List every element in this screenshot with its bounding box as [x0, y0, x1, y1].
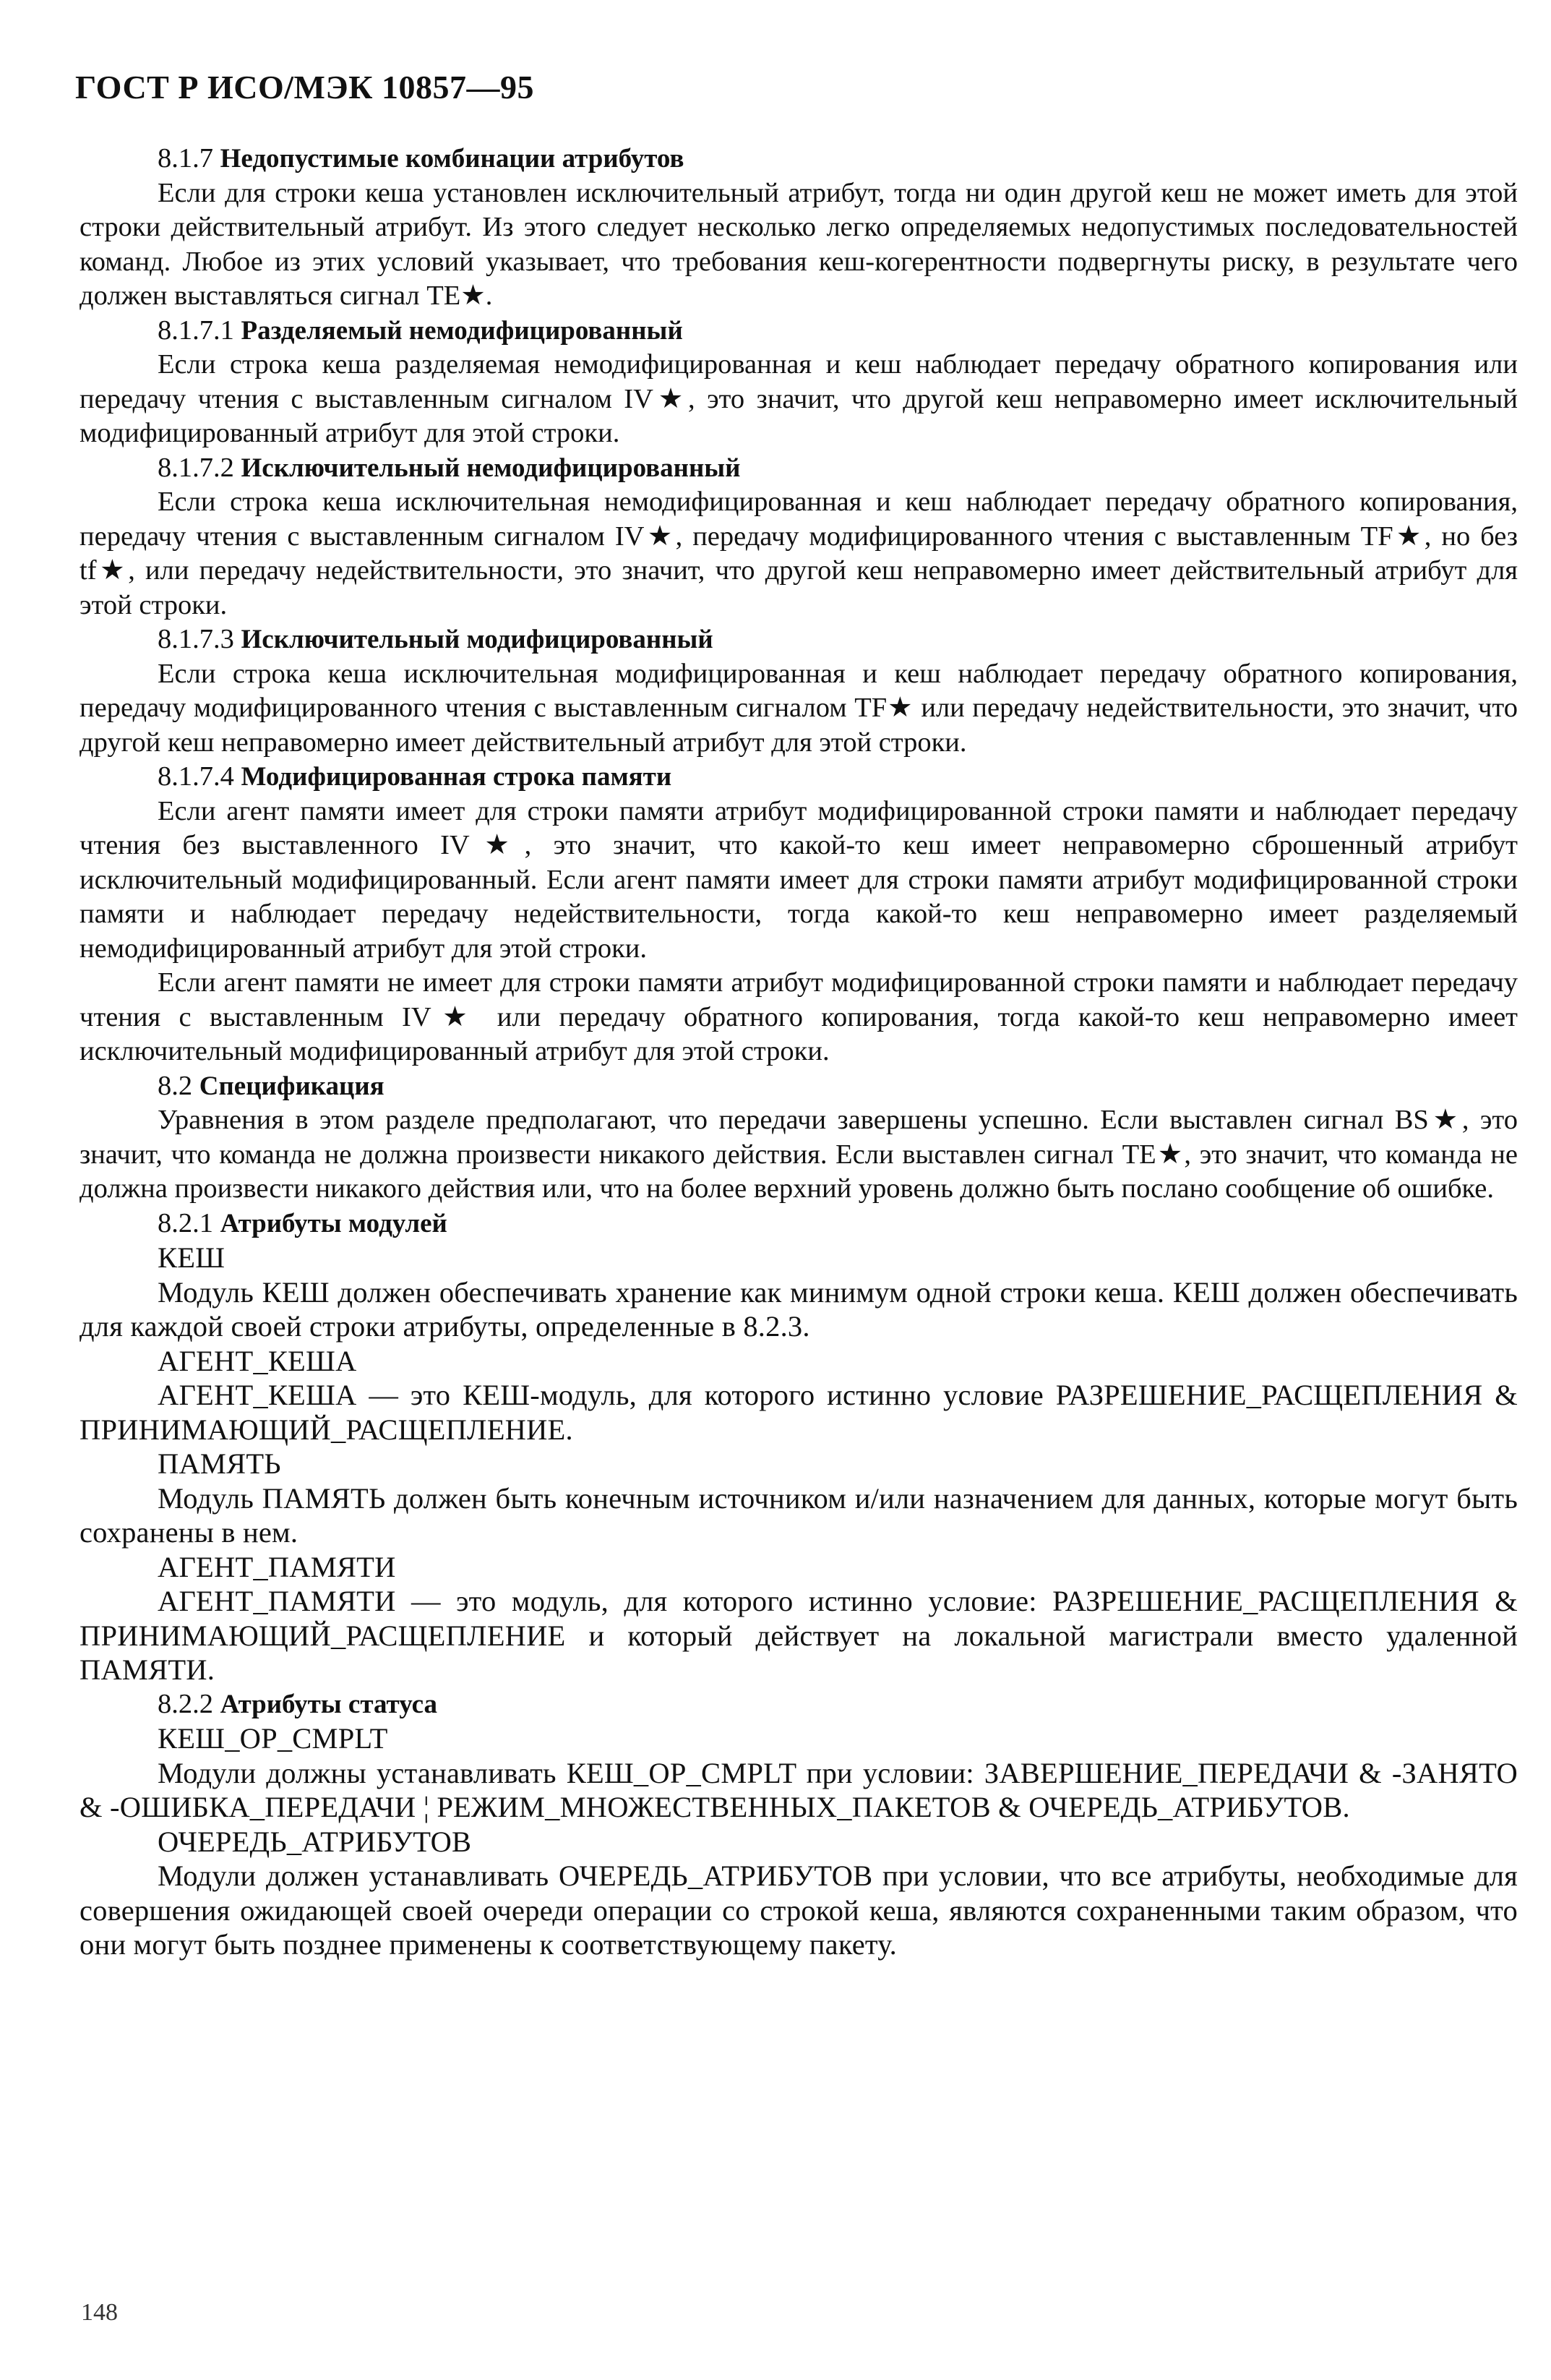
paragraph: Если для строки кеша установлен исключительный атрибут, тогда ни один другой кеш не может иметь для этой строки действительный атрибут. Из этого следует несколько легко определяемых недопустимых последовательностей команд. Любое из этих условий указывает, что требования кеш-когерентности подвергнуты риску, в результате чего должен выставляться сигнал TE★. [80, 177, 1518, 311]
paragraph: Если агент памяти имеет для строки памяти атрибут модифицированной строки памяти и наблюдает передачу чтения без выставленного IV★, это значит, что какой-то кеш имеет неправомерно сброшенный атрибут исключительный модифицированный. Если агент памяти имеет для строки памяти атрибут модифицированной строки памяти и наблюдает передачу недействительности, тогда какой-то кеш неправомерно имеет разделяемый немодифицированный атрибут для этой строки. [80, 795, 1518, 964]
section-heading [80, 314, 1518, 348]
term-heading: ОЧЕРЕДЬ_АТРИБУТОВ [158, 1825, 472, 1858]
term-definition: Модули должен устанавливать ОЧЕРЕДЬ_АТРИБУТОВ при условии, что все атрибуты, необходимые для совершения ожидающей своей очереди операции со строкой кеша, являются сохраненными таким образом, что они могут быть позднее применены к соответствующему пакету. [80, 1859, 1518, 1961]
term-definition: Модуль ПАМЯТЬ должен быть конечным источником и/или назначением для данных, которые могут быть сохранены в нем. [80, 1481, 1518, 1549]
paragraph: Если строка кеша исключительная модифицированная и кеш наблюдает передачу обратного копирования, передачу модифицированного чтения с выставленным сигналом TF★ или передачу недействительности, это значит, что другой кеш неправомерно имеет действительный атрибут для этой строки. [80, 658, 1518, 758]
term-heading: ПАМЯТЬ [158, 1447, 281, 1480]
paragraph: Если строка кеша разделяемая немодифицированная и кеш наблюдает передачу обратного копирования или передачу чтения с выставленным сигналом IV★, это значит, что другой кеш неправомерно имеет исключительный модифицированный атрибут для этой строки. [80, 349, 1518, 448]
term-definition: Модули должны устанавливать КЕШ_OP_CMPLT при условии: ЗАВЕРШЕНИЕ_ПЕРЕДАЧИ & -ЗАНЯТО & -ОШИБКА_ПЕРЕДАЧИ ¦ РЕЖИМ_МНОЖЕСТВЕННЫХ_ПАКЕТОВ & ОЧЕРЕДЬ_АТРИБУТОВ. [80, 1756, 1518, 1823]
term-heading: АГЕНТ_ПАМЯТИ [158, 1550, 396, 1583]
term-heading: КЕШ_OP_CMPLT [158, 1722, 388, 1755]
section-heading [80, 451, 1518, 486]
section-number: 8.1.7 [158, 143, 213, 174]
section-number: 8.1.7.2 [158, 452, 234, 483]
section-number: 8.2.2 [158, 1688, 213, 1719]
section-number: 8.2.1 [158, 1207, 213, 1238]
section-heading [80, 622, 1518, 657]
section-title: Исключительный немодифицированный [241, 453, 741, 483]
section-heading [80, 760, 1518, 795]
section-heading [80, 1069, 1518, 1104]
section-title: Недопустимые комбинации атрибутов [220, 144, 684, 174]
page-header: ГОСТ Р ИСО/МЭК 10857—95 [75, 69, 534, 106]
section-number: 8.1.7.4 [158, 761, 234, 792]
section-number: 8.2 [158, 1070, 193, 1101]
section-title: Исключительный модифицированный [241, 625, 713, 654]
section-heading [80, 1207, 1518, 1241]
section-heading [80, 1687, 1518, 1722]
term-heading: АГЕНТ_КЕША [158, 1344, 357, 1377]
section-number: 8.1.7.3 [158, 624, 234, 654]
section-heading [80, 142, 1518, 176]
section-number: 8.1.7.1 [158, 314, 234, 346]
term-definition: АГЕНТ_КЕША — это КЕШ-модуль, для которого истинно условие РАЗРЕШЕНИЕ_РАСЩЕПЛЕНИЯ & ПРИНИМАЮЩИЙ_РАСЩЕПЛЕНИЕ. [80, 1379, 1518, 1446]
page-number: 148 [81, 2299, 118, 2326]
term-definition: АГЕНТ_ПАМЯТИ — это модуль, для которого истинно условие: РАЗРЕШЕНИЕ_РАСЩЕПЛЕНИЯ & ПРИНИМАЮЩИЙ_РАСЩЕПЛЕНИЕ и который действует на локальной магистрали вместо удаленной ПАМЯТИ. [80, 1585, 1518, 1686]
section-title: Спецификация [199, 1071, 384, 1101]
section-title: Разделяемый немодифицированный [241, 315, 683, 346]
paragraph: Если строка кеша исключительная немодифицированная и кеш наблюдает передачу обратного копирования, передачу чтения с выставленным сигналом IV★, передачу модифицированного чтения с выставленным TF★, но без tf★, или передачу недействительности, это значит, что другой кеш неправомерно имеет действительный атрибут для этой строки. [80, 487, 1518, 620]
section-title: Атрибуты модулей [220, 1208, 447, 1238]
term-heading: КЕШ [158, 1241, 225, 1274]
section-title: Модифицированная строка памяти [241, 762, 672, 792]
paragraph: Если агент памяти не имеет для строки памяти атрибут модифицированной строки памяти и наблюдает передачу чтения с выставленным IV★ или передачу обратного копирования, тогда какой-то кеш неправомерно имеет исключительный модифицированный атрибут для этой строки. [80, 967, 1518, 1066]
paragraph: Уравнения в этом разделе предполагают, что передачи завершены успешно. Если выставлен сигнал BS★, это значит, что команда не должна произвести никакого действия. Если выставлен сигнал TE★, это значит, что команда не должна произвести никакого действия или, что на более верхний уровень должно быть послано сообщение об ошибке. [80, 1105, 1518, 1204]
term-definition: Модуль КЕШ должен обеспечивать хранение как минимум одной строки кеша. КЕШ должен обеспечивать для каждой своей строки атрибуты, определенные в 8.2.3. [80, 1275, 1518, 1343]
document-body [80, 142, 1518, 1962]
section-title: Атрибуты статуса [220, 1689, 437, 1719]
